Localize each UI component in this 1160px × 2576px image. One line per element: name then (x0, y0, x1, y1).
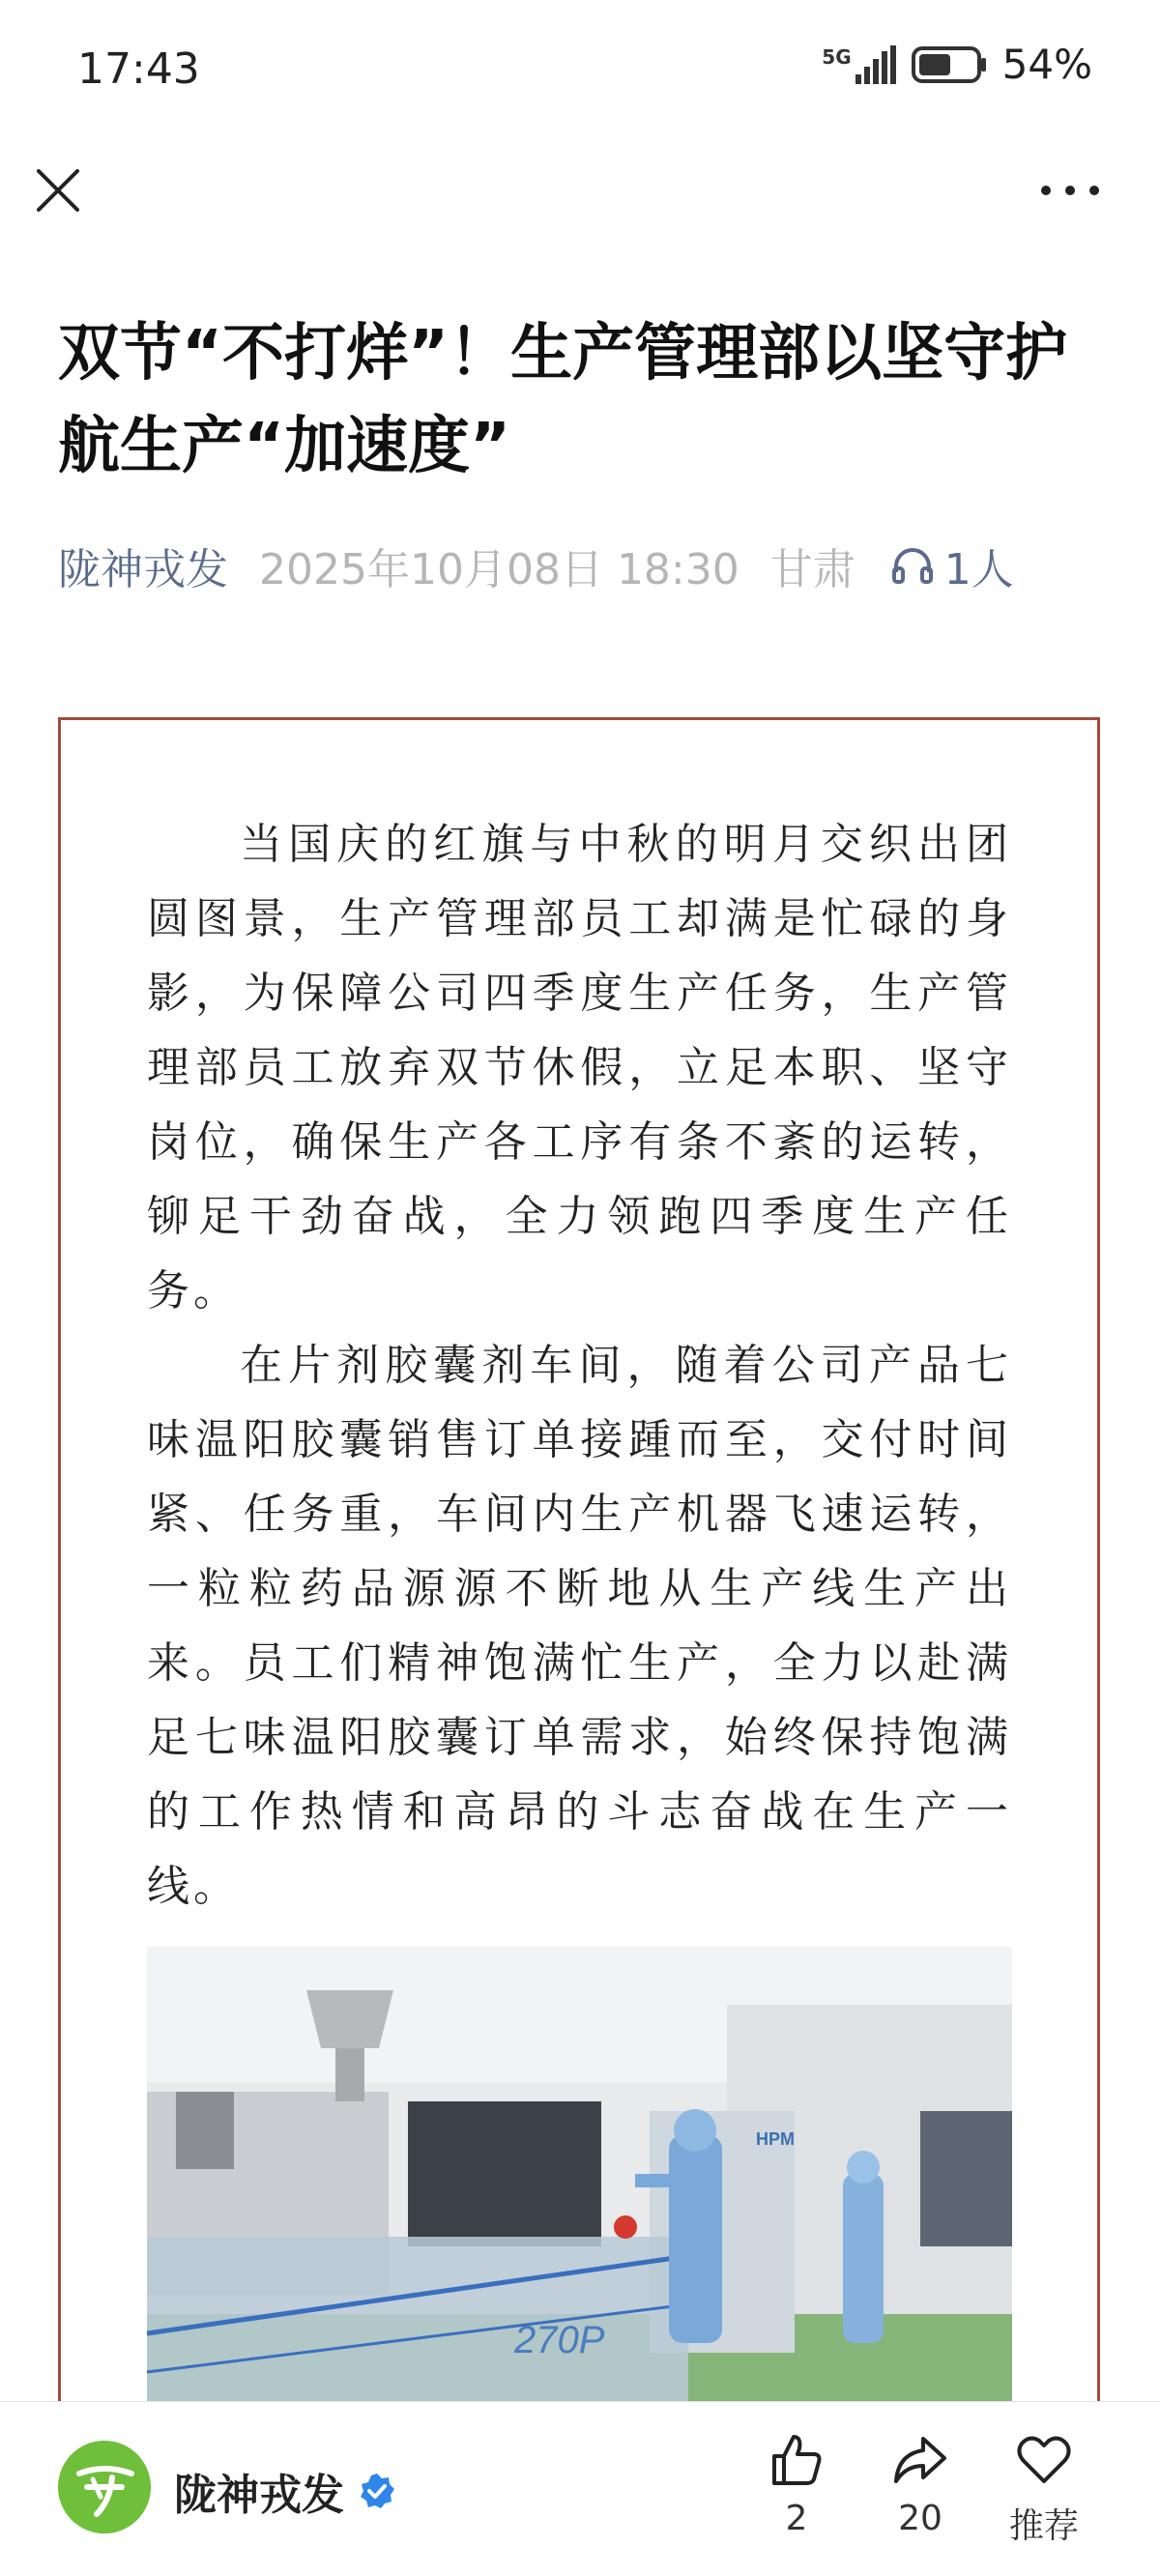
author-link[interactable]: 陇神戎发 (58, 545, 228, 594)
article-title: 双节“不打烊”！生产管理部以坚守护航生产“加速度” (58, 318, 1068, 482)
listen-button[interactable] (890, 535, 1014, 596)
headphones-icon (890, 543, 935, 588)
bottom-bar (0, 2401, 1160, 2576)
share-count: 20 (898, 2499, 942, 2538)
signal-icon (822, 45, 897, 84)
article-photo[interactable] (147, 1947, 1012, 2401)
account-avatar[interactable] (58, 2441, 151, 2533)
heart-icon (1014, 2429, 1074, 2489)
article-meta (58, 536, 1121, 594)
recommend-button[interactable] (986, 2429, 1102, 2548)
article-paragraph-1: 当国庆的红旗与中秋的明月交织出团圆图景，生产管理部员工却满是忙碌的身影，为保障公司四季度生产任务，生产管理部员工放弃双节休假，立足本职、坚守岗位，确保生产各工序有条不紊的运转，铆足干劲奋战，全力领跑四季度生产任务。 (147, 820, 1012, 1316)
close-icon (27, 159, 89, 221)
recommend-label: 推荐 (1008, 2506, 1079, 2546)
account-name: 陇神戎发 (174, 2471, 344, 2520)
listener-count: 1人 (943, 545, 1014, 594)
account-name-row[interactable] (174, 2460, 396, 2522)
region-label: 甘肃 (769, 545, 856, 594)
machine-model-text: 270P (514, 2319, 605, 2361)
thumbs-up-icon (767, 2429, 826, 2489)
network-type: 5G (822, 44, 852, 69)
publish-date: 2025年10月08日 18:30 (259, 545, 740, 594)
brand-logo-icon (58, 2441, 151, 2533)
machine-brand-text: HPM (756, 2129, 795, 2149)
article-paragraph-2: 在片剂胶囊剂车间，随着公司产品七味温阳胶囊销售订单接踵而至，交付时间紧、任务重，车间内生产机器飞速运转，一粒粒药品源源不断地从生产线生产出来。员工们精神饱满忙生产，全力以赴满足七味温阳胶囊订单需求，始终保持饱满的工作热情和高昂的斗志奋战在生产一线。 (147, 1341, 1012, 1911)
close-button[interactable] (27, 159, 89, 221)
share-arrow-icon (890, 2429, 950, 2489)
like-count: 2 (785, 2499, 808, 2538)
production-line-image (147, 1947, 1012, 2401)
share-button[interactable] (862, 2429, 978, 2538)
status-time: 17:43 (77, 44, 200, 94)
status-bar (0, 0, 1160, 145)
battery-icon (912, 45, 989, 84)
more-options-button[interactable] (1036, 174, 1104, 207)
status-icons (822, 41, 1092, 88)
more-dots-icon (1036, 174, 1104, 207)
battery-percent: 54% (1001, 41, 1092, 88)
verified-badge-icon (358, 2472, 396, 2510)
like-button[interactable] (739, 2429, 855, 2538)
article-body (147, 807, 1012, 1924)
